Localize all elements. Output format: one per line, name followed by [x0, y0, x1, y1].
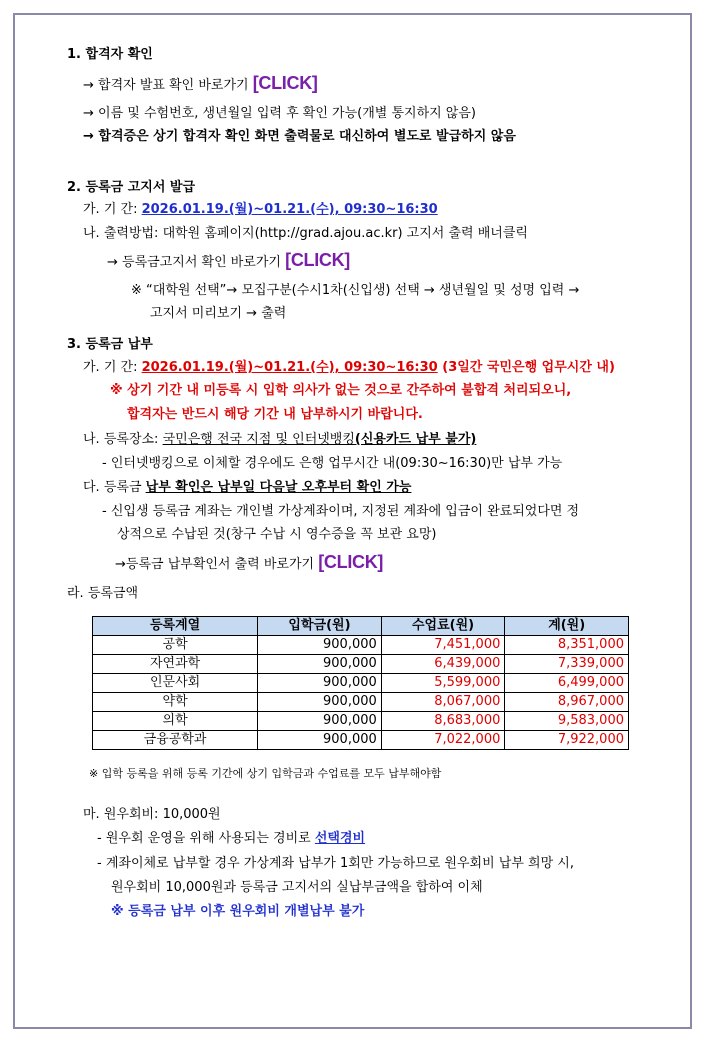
table-row [93, 712, 629, 731]
cell-admission-fee: 900,000 [258, 655, 382, 674]
cell-admission-fee: 900,000 [258, 674, 382, 693]
receipt-link-label: →등록금 납부확인서 출력 바로가기 [115, 557, 319, 572]
tuition-table [92, 616, 629, 750]
cell-admission-fee: 900,000 [258, 693, 382, 712]
cell-track: 공학 [93, 636, 258, 655]
invoice-note-2: 고지서 미리보기 → 출력 [150, 306, 287, 321]
tuition-amount-heading: 라. 등록금액 [67, 586, 139, 601]
payment-warning-2: 합격자는 반드시 해당 기간 내 납부하시기 바랍니다. [127, 407, 423, 422]
payment-confirm-sub-2: 상적으로 수납된 것(창구 수납 시 영수증을 꼭 보관 요망) [117, 527, 437, 542]
receipt-link[interactable]: [CLICK] [318, 552, 384, 572]
cell-track: 자연과학 [93, 655, 258, 674]
alumni-fee-notice: ※ 등록금 납부 이후 원우회비 개별납부 불가 [111, 904, 365, 919]
alumni-fee-line-3: 원우회비 10,000원과 등록금 고지서의 실납부금액을 합하여 이체 [111, 880, 483, 895]
invoice-period-label: 가. 기 간: [83, 202, 142, 217]
cell-track: 의학 [93, 712, 258, 731]
receipt-link-line [115, 553, 383, 574]
invoice-link[interactable]: [CLICK] [285, 250, 351, 270]
pass-check-link[interactable]: [CLICK] [252, 73, 318, 93]
table-row [93, 636, 629, 655]
payment-place [83, 431, 476, 449]
section-2-heading: 2. 등록금 고지서 발급 [67, 180, 196, 195]
cell-track: 약학 [93, 693, 258, 712]
table-row [93, 693, 629, 712]
cell-track: 인문사회 [93, 674, 258, 693]
page-border [13, 13, 692, 1029]
table-row [93, 655, 629, 674]
table-row [93, 731, 629, 750]
col-header-admission-fee: 입학금(원) [258, 617, 382, 636]
pass-check-info: → 이름 및 수험번호, 생년월일 입력 후 확인 가능(개별 통지하지 않음) [83, 106, 477, 121]
table-header-row [93, 617, 629, 636]
alumni-fee-desc: - 원우회 운영을 위해 사용되는 경비로 [97, 831, 315, 846]
cell-tuition: 5,599,000 [381, 674, 505, 693]
invoice-period-value: 2026.01.19.(월)~01.21.(수), 09:30~16:30 [141, 202, 438, 217]
cell-tuition: 7,451,000 [381, 636, 505, 655]
alumni-fee-heading: 마. 원우회비: 10,000원 [83, 807, 221, 822]
payment-period-value: 2026.01.19.(월)~01.21.(수), 09:30~16:30 [141, 360, 438, 375]
payment-place-sub: - 인터넷뱅킹으로 이체할 경우에도 은행 업무시간 내(09:30~16:30)만 납부 가능 [102, 456, 563, 471]
pass-check-line [83, 74, 318, 95]
invoice-link-label: → 등록금고지서 확인 바로가기 [107, 255, 286, 270]
payment-period-note: (3일간 국민은행 업무시간 내) [437, 360, 615, 375]
payment-warning-1: ※ 상기 기간 내 미등록 시 입학 의사가 없는 것으로 간주하여 불합격 처리되오니, [110, 383, 572, 398]
cell-total: 8,967,000 [505, 693, 629, 712]
payment-confirm [83, 479, 411, 497]
payment-confirm-sub-1: - 신입생 등록금 계좌는 개인별 가상계좌이며, 지정된 계좌에 입금이 완료되었다면 정 [102, 504, 580, 519]
table-row [93, 674, 629, 693]
cell-tuition: 6,439,000 [381, 655, 505, 674]
payment-period [83, 359, 615, 377]
payment-confirm-emphasis: 납부 확인은 납부일 다음날 오후부터 확인 가능 [145, 480, 412, 495]
cell-total: 7,922,000 [505, 731, 629, 750]
cell-total: 6,499,000 [505, 674, 629, 693]
cell-admission-fee: 900,000 [258, 636, 382, 655]
cell-total: 9,583,000 [505, 712, 629, 731]
section-3-heading: 3. 등록금 납부 [67, 337, 153, 352]
cell-admission-fee: 900,000 [258, 712, 382, 731]
col-header-tuition: 수업료(원) [381, 617, 505, 636]
cell-tuition: 8,683,000 [381, 712, 505, 731]
alumni-fee-optional: 선택경비 [314, 831, 366, 846]
alumni-fee-line-2: - 계좌이체로 납부할 경우 가상계좌 납부가 1회만 가능하므로 원우회비 납부 희망 시, [97, 856, 574, 871]
col-header-total: 계(원) [505, 617, 629, 636]
payment-confirm-label: 다. 등록금 [83, 480, 146, 495]
section-1-heading: 1. 합격자 확인 [67, 47, 153, 62]
invoice-link-line [107, 251, 350, 272]
payment-period-label: 가. 기 간: [83, 360, 142, 375]
cell-total: 7,339,000 [505, 655, 629, 674]
invoice-method: 나. 출력방법: 대학원 홈페이지(http://grad.ajou.ac.kr) 고지서 출력 배너클릭 [83, 226, 528, 241]
payment-place-value: 국민은행 전국 지점 및 인터넷뱅킹 [162, 432, 355, 447]
payment-place-label: 나. 등록장소: [83, 432, 163, 447]
col-header-track: 등록계열 [93, 617, 258, 636]
cell-admission-fee: 900,000 [258, 731, 382, 750]
table-footnote: ※ 입학 등록을 위해 등록 기간에 상기 입학금과 수업료를 모두 납부해야함 [89, 767, 442, 780]
pass-cert-notice: → 합격증은 상기 합격자 확인 화면 출력물로 대신하여 별도로 발급하지 않음 [83, 129, 516, 144]
payment-place-note: (신용카드 납부 불가) [354, 432, 477, 447]
cell-tuition: 7,022,000 [381, 731, 505, 750]
pass-check-label: → 합격자 발표 확인 바로가기 [83, 78, 253, 93]
invoice-note-1: ※ “대학원 선택”→ 모집구분(수시1차(신입생) 선택 → 생년월일 및 성명 입력 → [131, 283, 580, 298]
cell-track: 금융공학과 [93, 731, 258, 750]
invoice-period [83, 201, 438, 219]
alumni-fee-line-1 [97, 830, 365, 848]
cell-total: 8,351,000 [505, 636, 629, 655]
cell-tuition: 8,067,000 [381, 693, 505, 712]
